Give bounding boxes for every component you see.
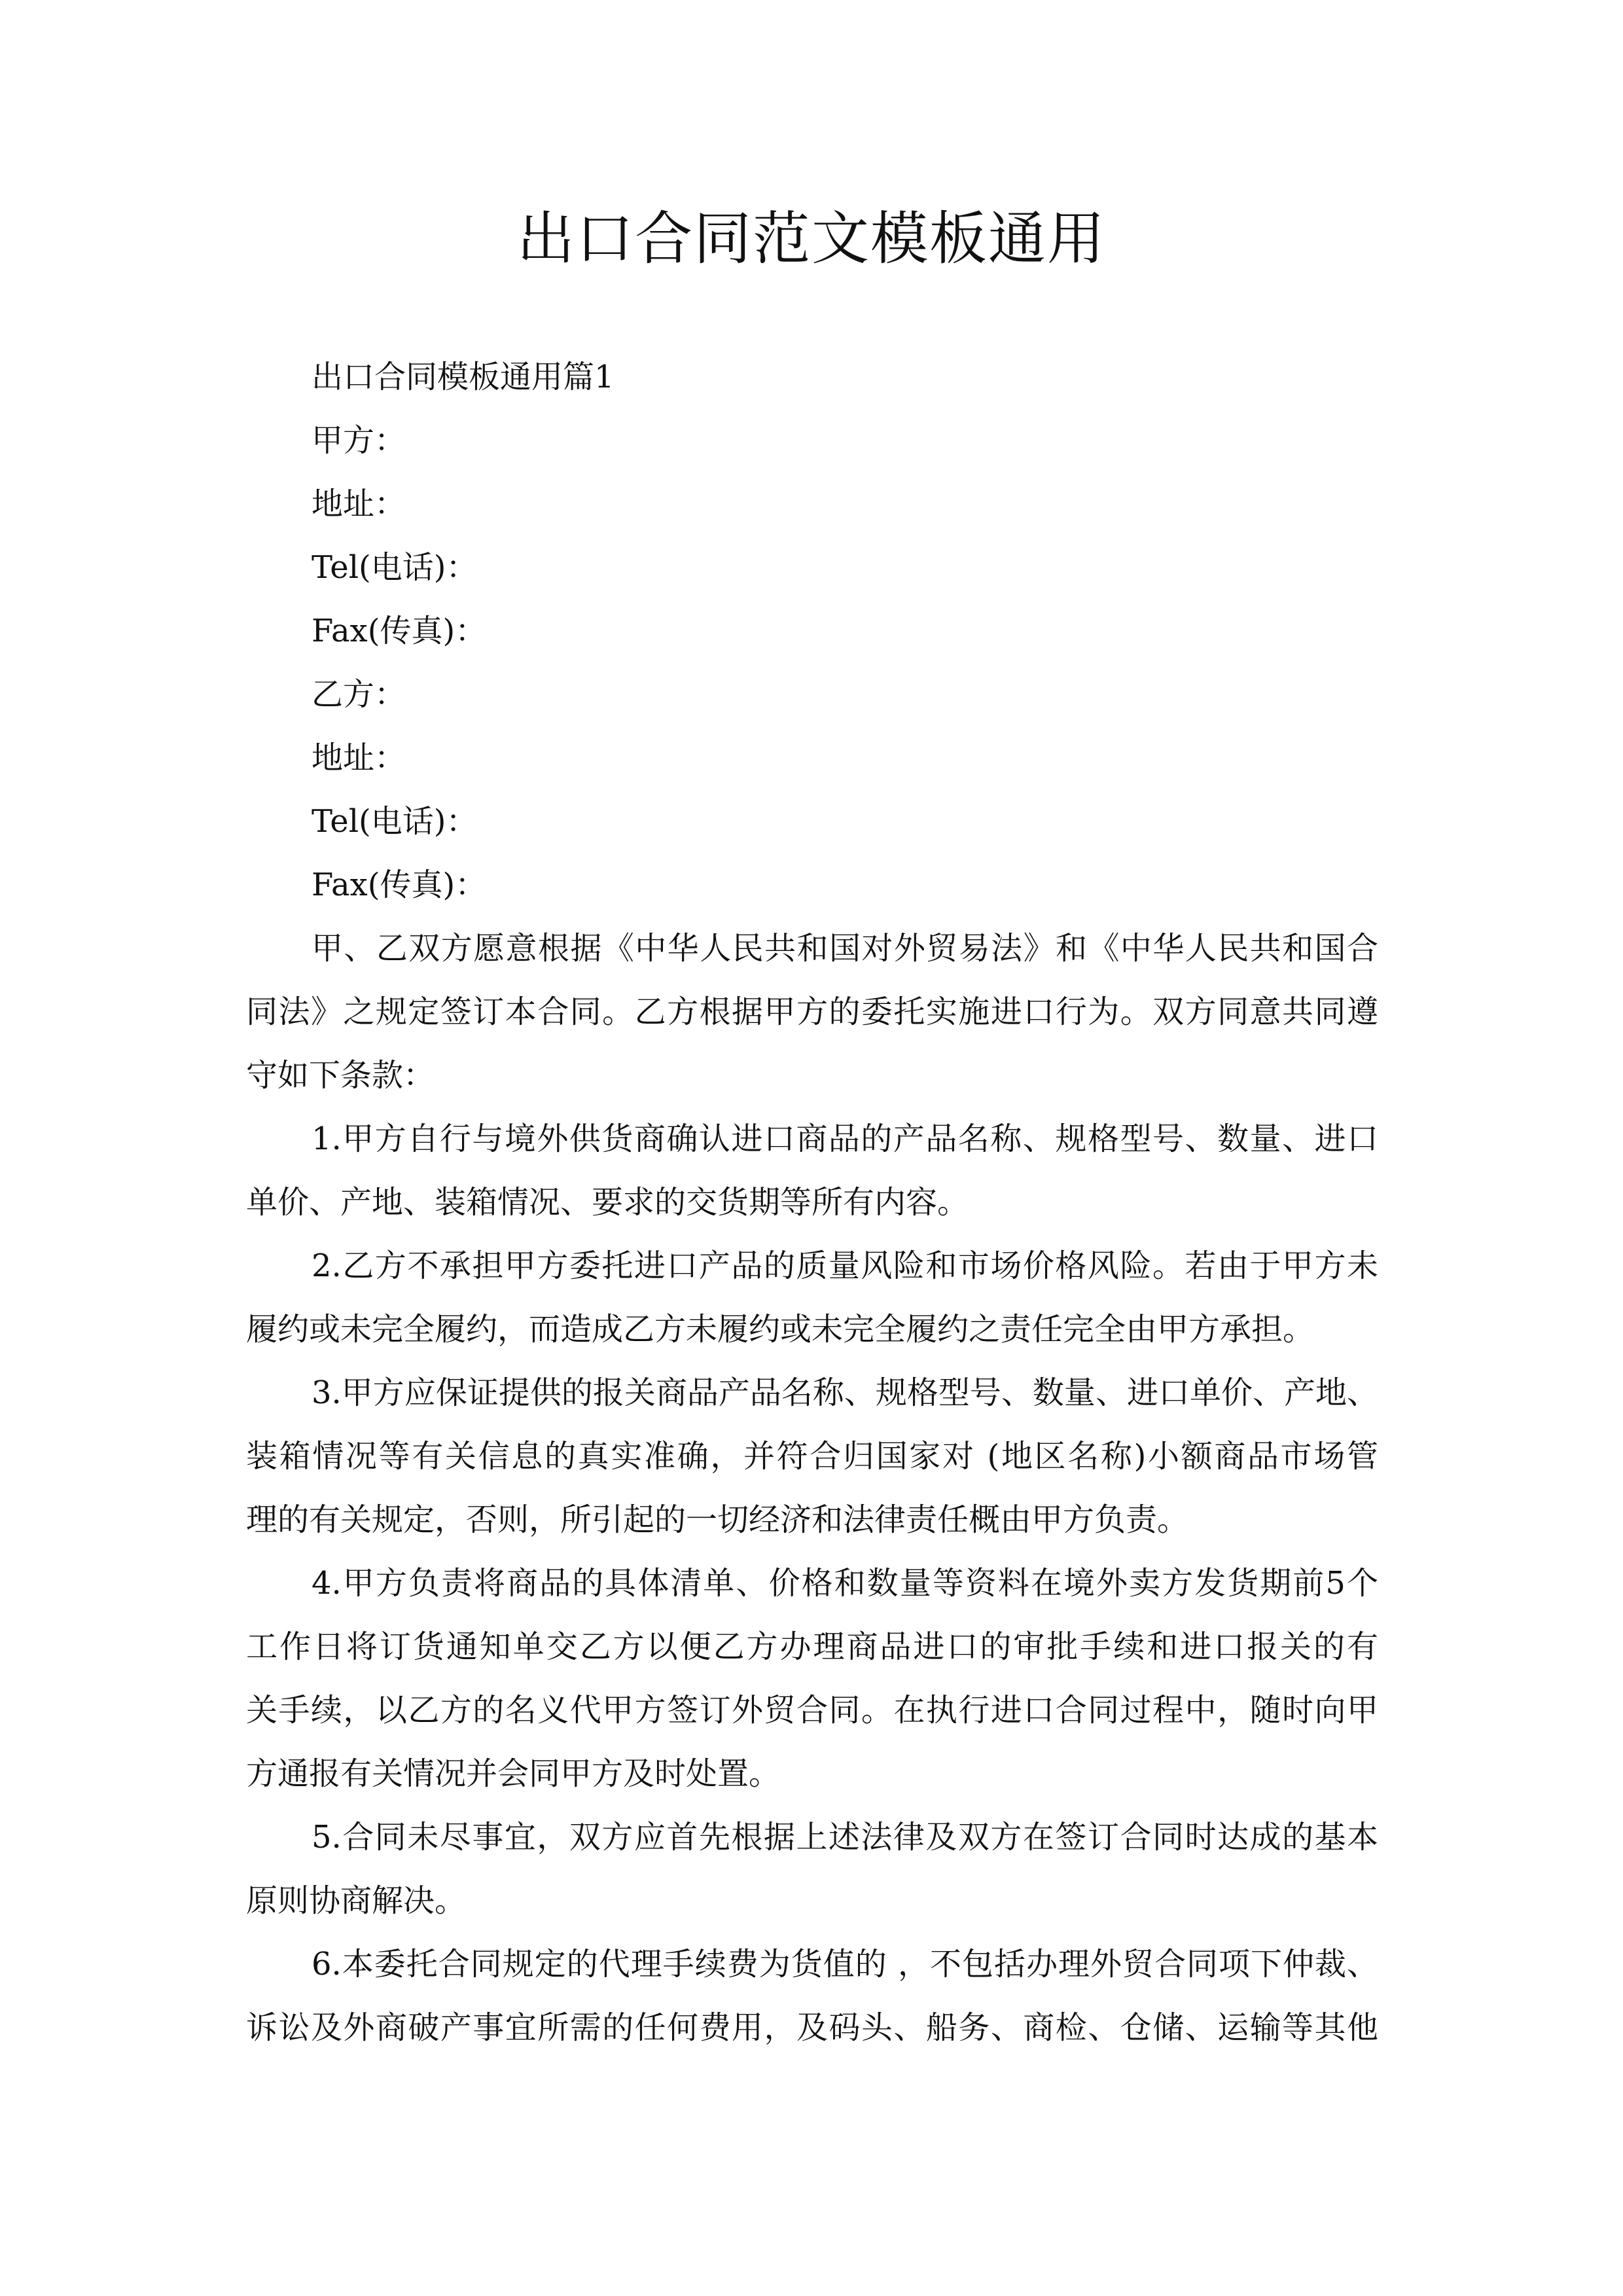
party-fields: [246, 409, 1378, 917]
paragraph: [246, 1933, 1378, 2060]
paragraph-line: 4.甲方负责将商品的具体清单、价格和数量等资料在境外卖方发货期前5个: [312, 1565, 1378, 1602]
section-heading: 出口合同模板通用篇1: [312, 359, 615, 395]
paragraph: [246, 1806, 1378, 1933]
paragraph-line: 方通报有关情况并会同甲方及时处置。: [246, 1755, 781, 1792]
contract-clauses: [246, 917, 1378, 2060]
document-title: 出口合同范文模板通用: [516, 205, 1106, 272]
party-field-label: 乙方：: [312, 676, 406, 713]
paragraph-line: 关手续，以乙方的名义代甲方签订外贸合同。在执行进口合同过程中，随时向甲: [246, 1692, 1378, 1729]
party-field-label: Tel(电话)：: [312, 803, 478, 840]
paragraph-line: 6.本委托合同规定的代理手续费为货值的 ，不包括办理外贸合同项下仲裁、: [312, 1946, 1378, 1982]
paragraph-line: 守如下条款：: [246, 1057, 435, 1094]
paragraph-line: 同法》之规定签订本合同。乙方根据甲方的委托实施进口行为。双方同意共同遵: [246, 994, 1378, 1030]
paragraph-line: 履约或未完全履约，而造成乙方未履约或未完全履约之责任完全由甲方承担。: [246, 1311, 1315, 1348]
paragraph: [246, 1552, 1378, 1806]
paragraph-line: 2.乙方不承担甲方委托进口产品的质量风险和市场价格风险。若由于甲方未: [312, 1247, 1378, 1284]
document-body: [246, 346, 1378, 2060]
paragraph: [246, 917, 1378, 1107]
party-field-label: 地址：: [312, 740, 406, 776]
paragraph: [246, 1107, 1378, 1234]
party-field-label: Tel(电话)：: [312, 549, 478, 586]
party-field-label: Fax(传真)：: [312, 867, 487, 903]
paragraph-line: 1.甲方自行与境外供货商确认进口商品的产品名称、规格型号、数量、进口: [312, 1121, 1378, 1157]
paragraph-line: 3.甲方应保证提供的报关商品产品名称、规格型号、数量、进口单价、产地、: [312, 1374, 1378, 1411]
paragraph-line: 装箱情况等有关信息的真实准确，并符合归国家对 (地区名称)小额商品市场管: [246, 1438, 1378, 1475]
paragraph-line: 诉讼及外商破产事宜所需的任何费用，及码头、船务、商检、仓储、运输等其他: [246, 2009, 1378, 2046]
paragraph: [246, 1361, 1378, 1552]
paragraph-line: 原则协商解决。: [246, 1882, 467, 1919]
paragraph: [246, 1234, 1378, 1361]
paragraph-line: 甲、乙双方愿意根据《中华人民共和国对外贸易法》和《中华人民共和国合: [312, 930, 1378, 967]
paragraph-line: 理的有关规定，否则，所引起的一切经济和法律责任概由甲方负责。: [246, 1501, 1189, 1538]
party-field-label: 甲方：: [312, 422, 406, 459]
paragraph-line: 单价、产地、装箱情况、要求的交货期等所有内容。: [246, 1184, 969, 1221]
party-field-label: 地址：: [312, 486, 406, 522]
party-field-label: Fax(传真)：: [312, 613, 487, 649]
paragraph-line: 工作日将订货通知单交乙方以便乙方办理商品进口的审批手续和进口报关的有: [246, 1628, 1378, 1665]
paragraph-line: 5.合同未尽事宜，双方应首先根据上述法律及双方在签订合同时达成的基本: [312, 1819, 1378, 1856]
